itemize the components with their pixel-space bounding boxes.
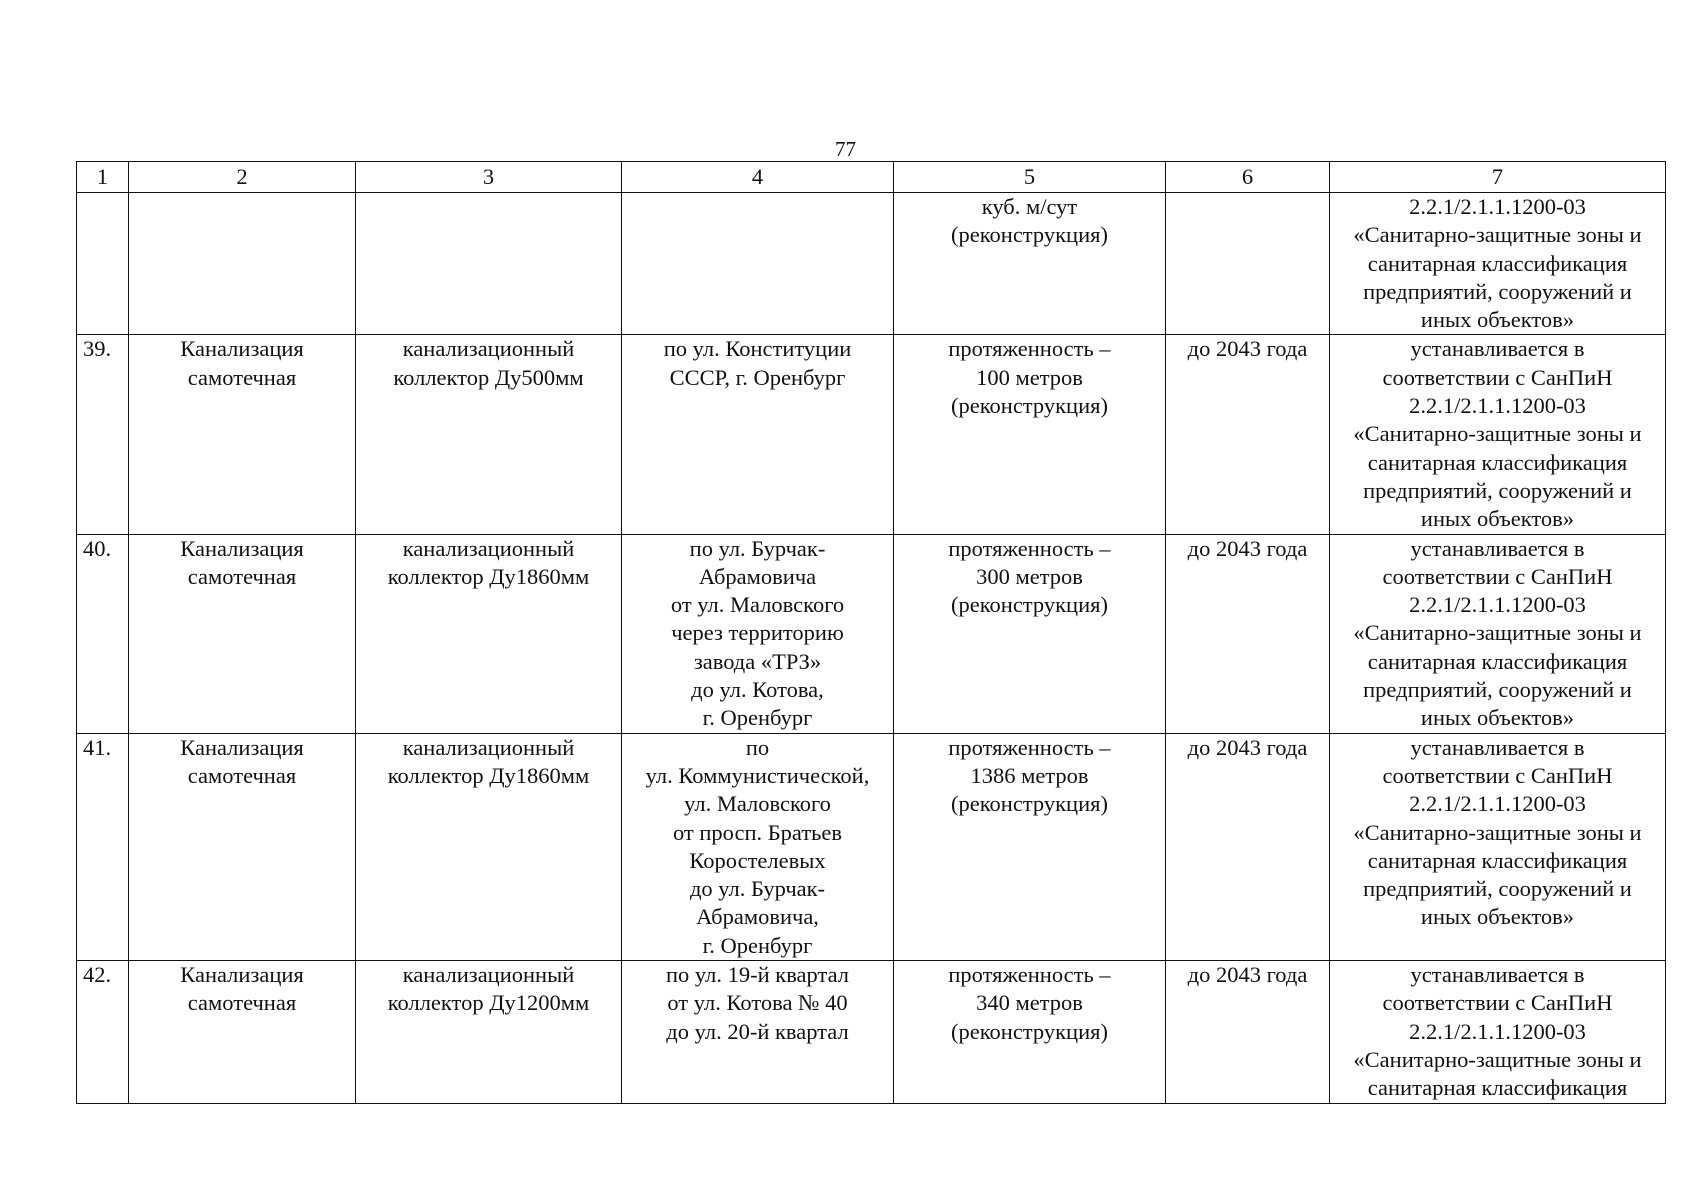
table-header-row xyxy=(77,162,1666,193)
header-cell: 1 xyxy=(77,162,129,193)
deadline-cell: до 2043 года xyxy=(1166,961,1330,1103)
row-number-cell xyxy=(77,193,129,335)
document-table xyxy=(76,161,1666,1104)
header-cell: 3 xyxy=(356,162,622,193)
row-number-cell: 40. xyxy=(77,534,129,733)
parameters-cell: протяженность – 100 метров (реконструкция) xyxy=(894,335,1166,534)
row-number-cell: 41. xyxy=(77,733,129,960)
row-number-cell: 39. xyxy=(77,335,129,534)
type-cell: Канализация самотечная xyxy=(129,733,356,960)
parameters-cell: протяженность – 1386 метров (реконструкция) xyxy=(894,733,1166,960)
object-cell: канализационный коллектор Ду1200мм xyxy=(356,961,622,1103)
deadline-cell: до 2043 года xyxy=(1166,534,1330,733)
zone-cell: устанавливается в соответствии с СанПиН 2.2.1/2.1.1.1200-03 «Санитарно-защитные зоны и санитарная классификация предприятий, сооружений и иных объектов» xyxy=(1330,733,1666,960)
object-cell: канализационный коллектор Ду1860мм xyxy=(356,534,622,733)
table-row xyxy=(77,534,1666,733)
zone-cell: устанавливается в соответствии с СанПиН 2.2.1/2.1.1.1200-03 «Санитарно-защитные зоны и санитарная классификация предприятий, сооружений и иных объектов» xyxy=(1330,534,1666,733)
type-cell: Канализация самотечная xyxy=(129,335,356,534)
table-row xyxy=(77,335,1666,534)
header-cell: 4 xyxy=(622,162,894,193)
location-cell: по ул. Бурчак- Абрамовича от ул. Маловского через территорию завода «ТРЗ» до ул. Котова, г. Оренбург xyxy=(622,534,894,733)
location-cell xyxy=(622,193,894,335)
page-number: 77 xyxy=(835,137,856,161)
type-cell: Канализация самотечная xyxy=(129,961,356,1103)
object-cell: канализационный коллектор Ду500мм xyxy=(356,335,622,534)
parameters-cell: протяженность – 300 метров (реконструкция) xyxy=(894,534,1166,733)
type-cell: Канализация самотечная xyxy=(129,534,356,733)
location-cell: по ул. Конституции СССР, г. Оренбург xyxy=(622,335,894,534)
parameters-cell: куб. м/сут (реконструкция) xyxy=(894,193,1166,335)
table-row xyxy=(77,961,1666,1103)
table-row xyxy=(77,733,1666,960)
deadline-cell: до 2043 года xyxy=(1166,733,1330,960)
zone-cell: 2.2.1/2.1.1.1200-03 «Санитарно-защитные зоны и санитарная классификация предприятий, сооружений и иных объектов» xyxy=(1330,193,1666,335)
parameters-cell: протяженность – 340 метров (реконструкция) xyxy=(894,961,1166,1103)
zone-cell: устанавливается в соответствии с СанПиН 2.2.1/2.1.1.1200-03 «Санитарно-защитные зоны и санитарная классификация xyxy=(1330,961,1666,1103)
zone-cell: устанавливается в соответствии с СанПиН 2.2.1/2.1.1.1200-03 «Санитарно-защитные зоны и санитарная классификация предприятий, сооружений и иных объектов» xyxy=(1330,335,1666,534)
object-cell: канализационный коллектор Ду1860мм xyxy=(356,733,622,960)
header-cell: 6 xyxy=(1166,162,1330,193)
header-cell: 7 xyxy=(1330,162,1666,193)
table-row-continuation xyxy=(77,193,1666,335)
deadline-cell xyxy=(1166,193,1330,335)
deadline-cell: до 2043 года xyxy=(1166,335,1330,534)
location-cell: по ул. Коммунистической, ул. Маловского от просп. Братьев Коростелевых до ул. Бурчак- Абрамовича, г. Оренбург xyxy=(622,733,894,960)
location-cell: по ул. 19-й квартал от ул. Котова № 40 до ул. 20-й квартал xyxy=(622,961,894,1103)
header-cell: 5 xyxy=(894,162,1166,193)
object-cell xyxy=(356,193,622,335)
row-number-cell: 42. xyxy=(77,961,129,1103)
type-cell xyxy=(129,193,356,335)
header-cell: 2 xyxy=(129,162,356,193)
